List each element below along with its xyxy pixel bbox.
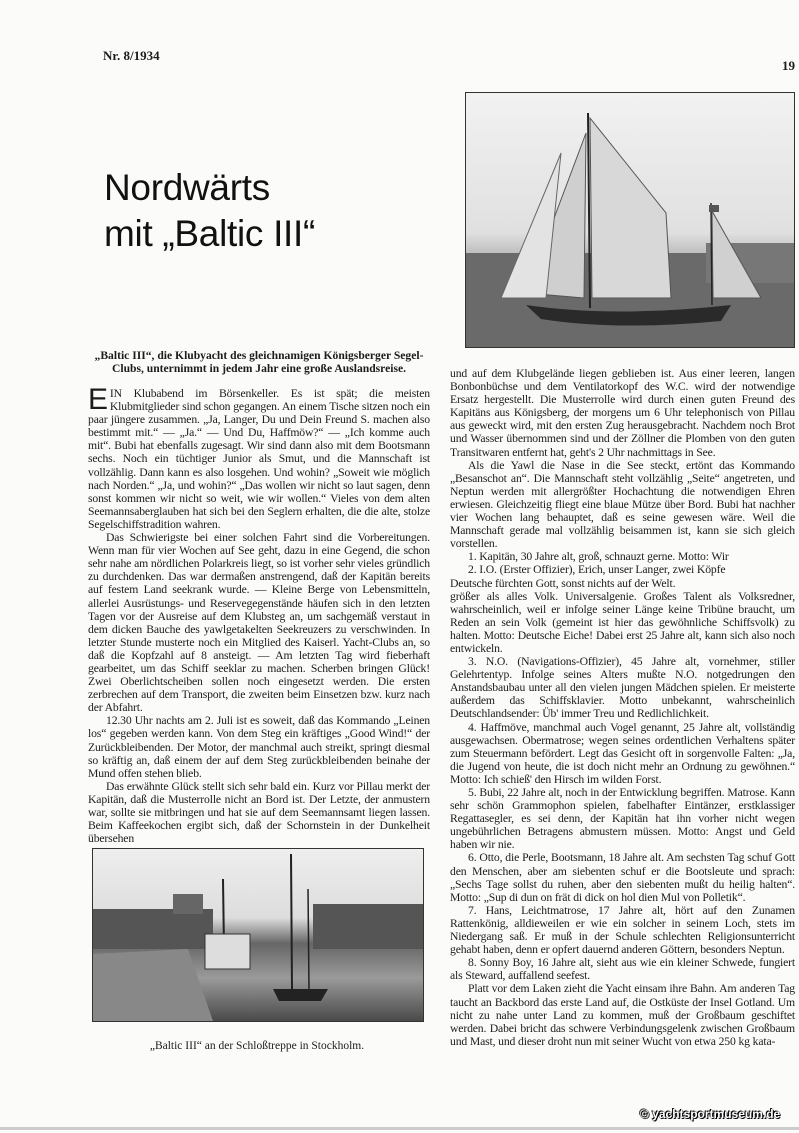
harbour-illustration xyxy=(93,849,423,1021)
paragraph: und auf dem Klubgelände liegen geblieben ist. Aus einer leeren, langen Bonbonbüchse und dem Ventilatorkopf des W.C. wird der notwendige Ersatz hergestellt. Die Musterrolle wird durch einen guten Freund des Kapitäns aus Königsberg, der morgens um 6 Uhr telephonisch von Pillau aus geweckt wird, mit den ersten Zug herausgebracht. Nachdem noch Brot und Wasser übernommen sind und der Zöllner die Plomben von den guten Transitwaren entfernt hat, geht's 2 Uhr nachmittags in See. xyxy=(450,367,795,459)
yacht-sail-illustration xyxy=(466,93,794,347)
page-edge-divider xyxy=(0,1127,799,1130)
paragraph: EIN Klubabend im Börsenkeller. Es ist spät; die meisten Klubmitglieder sind schon gegangen. An einem Tische sitzen noch ein paar jüngere zusammen. „Ja, Langer, Du und Dein Freund S. machen also bestimmt mit.“ — „Ja.“ — Und Du, Haffmöw?“ — „Ich komme auch mit“. Bubi hat ebenfalls zugesagt. Wir sind dann also mit dem Bootsmann sechs. Noch ein tüchtiger Junior als Smut, und die Mannschaft ist vollzählig. Dann kann es also losgehen. Und wohin? „Soweit wie möglich nach Norden.“ „Ja, und wohin?“ „Das wollen wir nicht so laut sagen, denn sonst kommen wir nicht so weit, wie wir wollen.“ Vieles von dem alten Seemannsaberglauben hat sich bei den Seglern erhalten, die die alte, stolze Segelschiffstradition wahren. xyxy=(88,383,430,531)
list-item: 2. I.O. (Erster Offizier), Erich, unser Langer, zwei Köpfe xyxy=(468,563,726,577)
photo-caption: „Baltic III“ an der Schloßtreppe in Stockholm. xyxy=(149,1040,365,1052)
photo-stockholm-harbour xyxy=(92,848,424,1022)
watermark: © yachtsportmuseum.de xyxy=(640,1107,781,1121)
article-subtitle: „Baltic III“, die Klubyacht des gleichnamigen Königsberger Segel-Clubs, unternimmt in jedem Jahr eine große Auslandsreise. xyxy=(94,349,424,375)
photo-yacht-under-sail xyxy=(465,92,795,348)
left-column-text xyxy=(88,383,430,846)
paragraph: Das erwähnte Glück stellt sich sehr bald ein. Kurz vor Pillau merkt der Kapitän, daß die Musterrolle nicht an Bord ist. Der Letzte, der anmustern war, sollte sie mitbringen und hat sie auf dem Seemannsamt liegen lassen. Beim Kaffeekochen ergibt sich, daß der Schornstein in der Dunkelheit übersehen xyxy=(88,779,430,846)
article-title xyxy=(104,165,315,257)
list-item: 5. Bubi, 22 Jahre alt, noch in der Entwicklung begriffen. Matrose. Kann sehr schön Grammophon spielen, fabelhafter Eintänzer, erstklassiger Regattasegler, es sei denn, der Kapitän hat ihn vorher nicht wegen ungebührlichen Betragens abmustern müssen. Motto: Angst und Geld haben wir nie. xyxy=(450,786,795,852)
list-item: 8. Sonny Boy, 16 Jahre alt, sieht aus wie ein kleiner Schwede, fungiert als Steward, auffallend seefest. xyxy=(450,956,795,983)
paragraph: 12.30 Uhr nachts am 2. Juli ist es soweit, daß das Kommando „Leinen los“ gegeben werden kann. Von dem Steg ein kräftiges „Good Wind!“ der Zurückbleibenden. Der Motor, der manchmal auch streikt, springt diesmal so kräftig an, daß einem der auf dem Steg zurückbleibenden beinahe der Mund offen stehen blieb. xyxy=(88,714,430,780)
list-item: 7. Hans, Leichtmatrose, 17 Jahre alt, hört auf den Zunamen Rattenkönig, alldieweilen er wie ein solcher in seinem Loch, stets im Niedergang saß. Er muß in der Schule schlechten Religionsunterricht gehabt haben, denn er opfert dauernd anderen Göttern, besonders Neptun. xyxy=(450,903,795,957)
title-line-2: mit „Baltic III“ xyxy=(104,213,316,254)
list-item: 1. Kapitän, 30 Jahre alt, groß, schnauzt gerne. Motto: Wir xyxy=(468,550,729,564)
paragraph: Deutsche fürchten Gott, sonst nichts auf der Welt. xyxy=(450,576,676,590)
paragraph: Das Schwierigste bei einer solchen Fahrt sind die Vorbereitungen. Wenn man für vier Wochen auf See geht, dazu in eine Gegend, die schon sehr nahe am nördlichen Polarkreis liegt, so ist vorher sehr vieles gründlich zu durchdenken. Das war dermaßen anstrengend, daß der Kapitän bereits auf festem Land seekrank wurde. — Kleine Berge von Lebensmitteln, allerlei Ausrüstungs- und Reservegegenstände häufen sich in den letzten Tagen vor der Ausreise auf dem Klubsteg an, um sachgemäß verstaut in dem dicken Bauche des yawlgetakelten Seekreuzers zu verschwinden. In letzter Stunde musterte noch ein Mitglied des Kaiserl. Yacht-Clubs an, so daß die Kopfzahl auf 8 ansteigt. — Am letzten Tag wird fieberhaft gearbeitet, um das Schiff seeklar zu machen. Scherben bringen Glück! Zwei Oberlichtscheiben sollen noch eingesetzt werden. Die ersten zerbrechen auf dem Transport, die zweiten beim Einsetzen bzw. kurz nach der Abfahrt. xyxy=(88,531,430,715)
paragraph: größer als alles Volk. Universalgenie. Großes Talent als Volksredner, wahrscheinlich, weil er infolge seiner Länge keine Tribüne braucht, um Reden an sein Volk (gemeint ist hier das gewöhnliche Schiffsvolk) zu halten. Motto: Deutsche Eiche! Dabei erst 25 Jahre alt, kann sich also noch entwickeln. xyxy=(450,589,795,655)
issue-number: Nr. 8/1934 xyxy=(103,48,160,63)
list-item: 3. N.O. (Navigations-Offizier), 45 Jahre alt, vornehmer, stiller Gelehrtentyp. Infolge seines Alters mußte N.O. notgedrungen den Anstandsbaubau unter all den vielen jungen Mädchen spielen. Er meisterte außerdem das Schiffsklavier. Motto unbekannt, wahrscheinlich Deutschlandsender: Üb' immer Treu und Redlichlichkeit. xyxy=(450,655,795,721)
list-item: 4. Haffmöve, manchmal auch Vogel genannt, 25 Jahre alt, vollständig ausgewachsen. Obermatrose; wegen seines ordentlichen Verhaltens später zum Steuermann befördert. Legt das Gesicht oft in sorgenvolle Falten: „Ja, die Jugend von heute, die ist doch nicht mehr an Ordnung zu gewöhnen.“ Motto: Ich schieß' den Hirsch im wilden Forst. xyxy=(450,720,795,786)
paragraph: Platt vor dem Laken zieht die Yacht einsam ihre Bahn. Am anderen Tag taucht an Backbord das erste Land auf, die Ostküste der Insel Gotland. Um nicht zu nahe unter Land zu kommen, muß der Großbaum geschiftet werden. Dabei bricht das schwere Verbindungsgelenk zwischen Großbaum und Mast, und dieser droht nun mit seiner Wucht von etwa 250 kg kata- xyxy=(450,982,795,1048)
right-column-text xyxy=(450,367,795,1048)
title-line-1: Nordwärts xyxy=(104,167,270,208)
drop-cap: E xyxy=(88,383,108,416)
list-item: 6. Otto, die Perle, Bootsmann, 18 Jahre alt. Am sechsten Tag schuf Gott den Menschen, aber am siebenten schuf er die Bootsleute und sprach: „Sechs Tage sollst du ruhen, aber den siebenten mußt du heilig halten“. Motto: „Sup di dun on frät di dick on hol dien Mul von Polletik“. xyxy=(450,851,795,904)
page-number: 19 xyxy=(782,58,795,73)
paragraph: Als die Yawl die Nase in die See steckt, ertönt das Kommando „Besanschot an“. Die Mannschaft steht vollzählig „Seite“ angetreten, und Neptun werden mit allergrößter Hochachtung die notwendigen Ehren erwiesen. Gleichzeitig fliegt eine blaue Mütze über Bord. Bubi hat nachher vier Wochen lang behauptet, daß es seine gewesen wäre. Weil die Mannschaft gerade mal vollzählig beisammen ist, kann sie sich gleich vorstellen. xyxy=(450,458,795,551)
